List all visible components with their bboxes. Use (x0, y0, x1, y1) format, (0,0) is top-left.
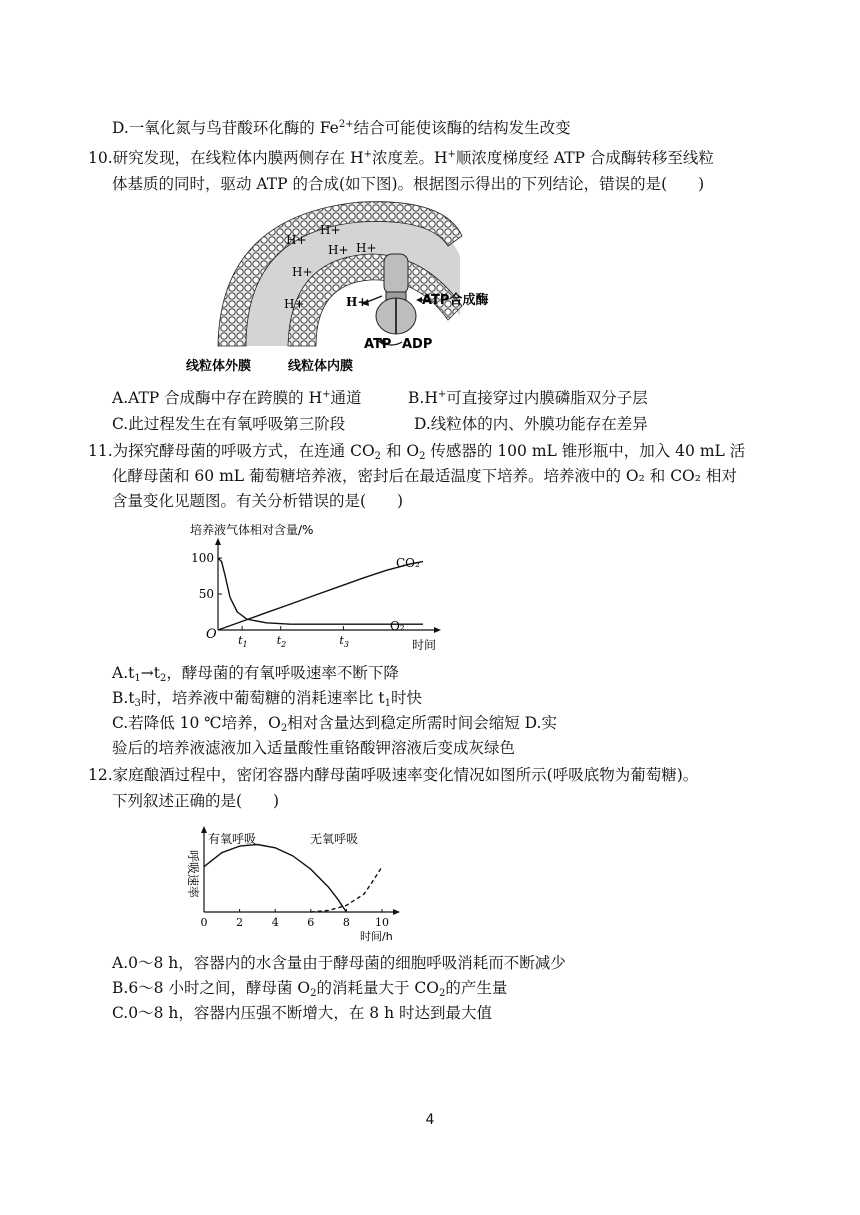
mitochondria-figure (180, 196, 489, 382)
chart1-xtick-label: $t_1$ (238, 634, 248, 649)
chart2-xtick-label: 10 (375, 916, 389, 929)
anaerobic-line (311, 867, 382, 912)
q12-stem-line2: 下列叙述正确的是( ) (112, 792, 280, 810)
chart1-ytick-label: 50 (198, 587, 214, 601)
q9-option-d: D.一氧化氮与鸟苷酸环化酶的 $Fe^{2+}$结合可能使该酶的结构发生改变 (112, 119, 571, 137)
q10-stem-line2: 体基质的同时，驱动 ATP 的合成(如下图)。根据图示得出的下列结论，错误的是( ) (112, 175, 705, 193)
inner-membrane-label: 线粒体内膜 (288, 359, 354, 374)
q10-option-d: D.线粒体的内、外膜功能存在差异 (414, 415, 648, 433)
chart2-xtick-label: 2 (236, 916, 244, 929)
chart1-y-arrow (215, 538, 221, 545)
h-ion-label: H+ (286, 233, 307, 247)
h-ion-label: H+ (292, 265, 313, 279)
h-ion-label: H+ (284, 297, 305, 311)
chart1-x-arrow (434, 627, 441, 633)
chart1-ylabel: 培养液气体相对含量/% (190, 523, 314, 537)
respiration-rate-chart (176, 822, 406, 946)
q11-stem-line2: 化酵母菌和 60 mL 葡萄糖培养液，密封后在最适温度下培养。培养液中的 O₂ 和 CO₂ 相对 (112, 467, 737, 485)
o2-series-label: O₂ (390, 619, 405, 633)
chart2-xtick-label: 0 (200, 916, 208, 929)
o2-line (218, 558, 423, 624)
chart2-y-arrow (201, 826, 207, 833)
atp-label: ATP (364, 337, 392, 352)
chart1-origin: O (206, 627, 217, 642)
h-ion-label: H+ (346, 295, 368, 309)
gas-content-chart (180, 518, 450, 658)
q12-option-a: A.0～8 h，容器内的水含量由于酵母菌的细胞呼吸消耗而不断减少 (112, 954, 566, 972)
q11-option-a: $A.t_1\to t_2$，酵母菌的有氧呼吸速率不断下降 (112, 664, 399, 684)
chart2-ylabel: 呼吸速率 (186, 850, 200, 899)
anaerobic-series-label: 无氧呼吸 (310, 832, 359, 846)
q10-stem-line1: 10.研究发现，在线粒体内膜两侧存在 H+浓度差。H+顺浓度梯度经 ATP 合成酶转移至线粒 (88, 149, 714, 167)
q11-stem-line1: 11.为探究酵母菌的呼吸方式，在连通 $CO_2$ 和 $O_2$ 传感器的 100 mL 锥形瓶中，加入 40 mL 活 (88, 442, 746, 462)
q11-stem-line3: 含量变化见题图。有关分析错误的是( ) (112, 492, 404, 510)
q11-option-d: 验后的培养液滤液加入适量酸性重铬酸钾溶液后变成灰绿色 (112, 739, 516, 757)
outer-membrane-label: 线粒体外膜 (186, 359, 252, 374)
q10-option-b: B.H+可直接穿过内膜磷脂双分子层 (408, 389, 648, 407)
chart1-ytick-label: 100 (191, 551, 214, 565)
chart2-xlabel: 时间/h (360, 930, 393, 943)
enzyme-label: ATP合成酶 (422, 293, 489, 308)
chart2-xtick-label: 8 (342, 916, 350, 929)
q12-stem-line1: 12.家庭酿酒过程中，密闭容器内酵母菌呼吸速率变化情况如图所示(呼吸底物为葡萄糖)。 (88, 766, 699, 784)
co2-series-label: CO₂ (396, 556, 420, 570)
q12-option-c: C.0～8 h，容器内压强不断增大，在 8 h 时达到最大值 (112, 1004, 492, 1022)
chart2-xtick-label: 4 (271, 916, 279, 929)
q12-option-b: B.6～8 小时之间，酵母菌 $O_2$的消耗量大于 $CO_2$的产生量 (112, 979, 508, 999)
adp-label: ADP (402, 337, 433, 352)
q10-option-c: C.此过程发生在有氧呼吸第三阶段 (112, 415, 346, 433)
h-ion-label: H+ (328, 243, 349, 257)
aerobic-series-label: 有氧呼吸 (208, 832, 257, 846)
chart1-xtick-label: $t_3$ (339, 634, 349, 649)
q10-option-a: A.ATP 合成酶中存在跨膜的 H+通道 (112, 389, 362, 407)
q11-option-b: $B.t_3$时，培养液中葡萄糖的消耗速率比 $t_1$时快 (112, 689, 422, 709)
chart1-xtick-label: $t_2$ (276, 634, 287, 649)
chart1-xlabel: 时间 (412, 638, 437, 652)
h-ion-label: H+ (320, 223, 341, 237)
aerobic-line (204, 845, 346, 913)
q11-option-c: C.若降低 10 ℃培养，$O_2$相对含量达到稳定所需时间会缩短 D.实 (112, 714, 557, 734)
chart2-x-arrow (393, 909, 400, 915)
page-number: 4 (425, 1112, 435, 1128)
chart2-xtick-label: 6 (307, 916, 315, 929)
h-ion-label: H+ (356, 241, 377, 255)
